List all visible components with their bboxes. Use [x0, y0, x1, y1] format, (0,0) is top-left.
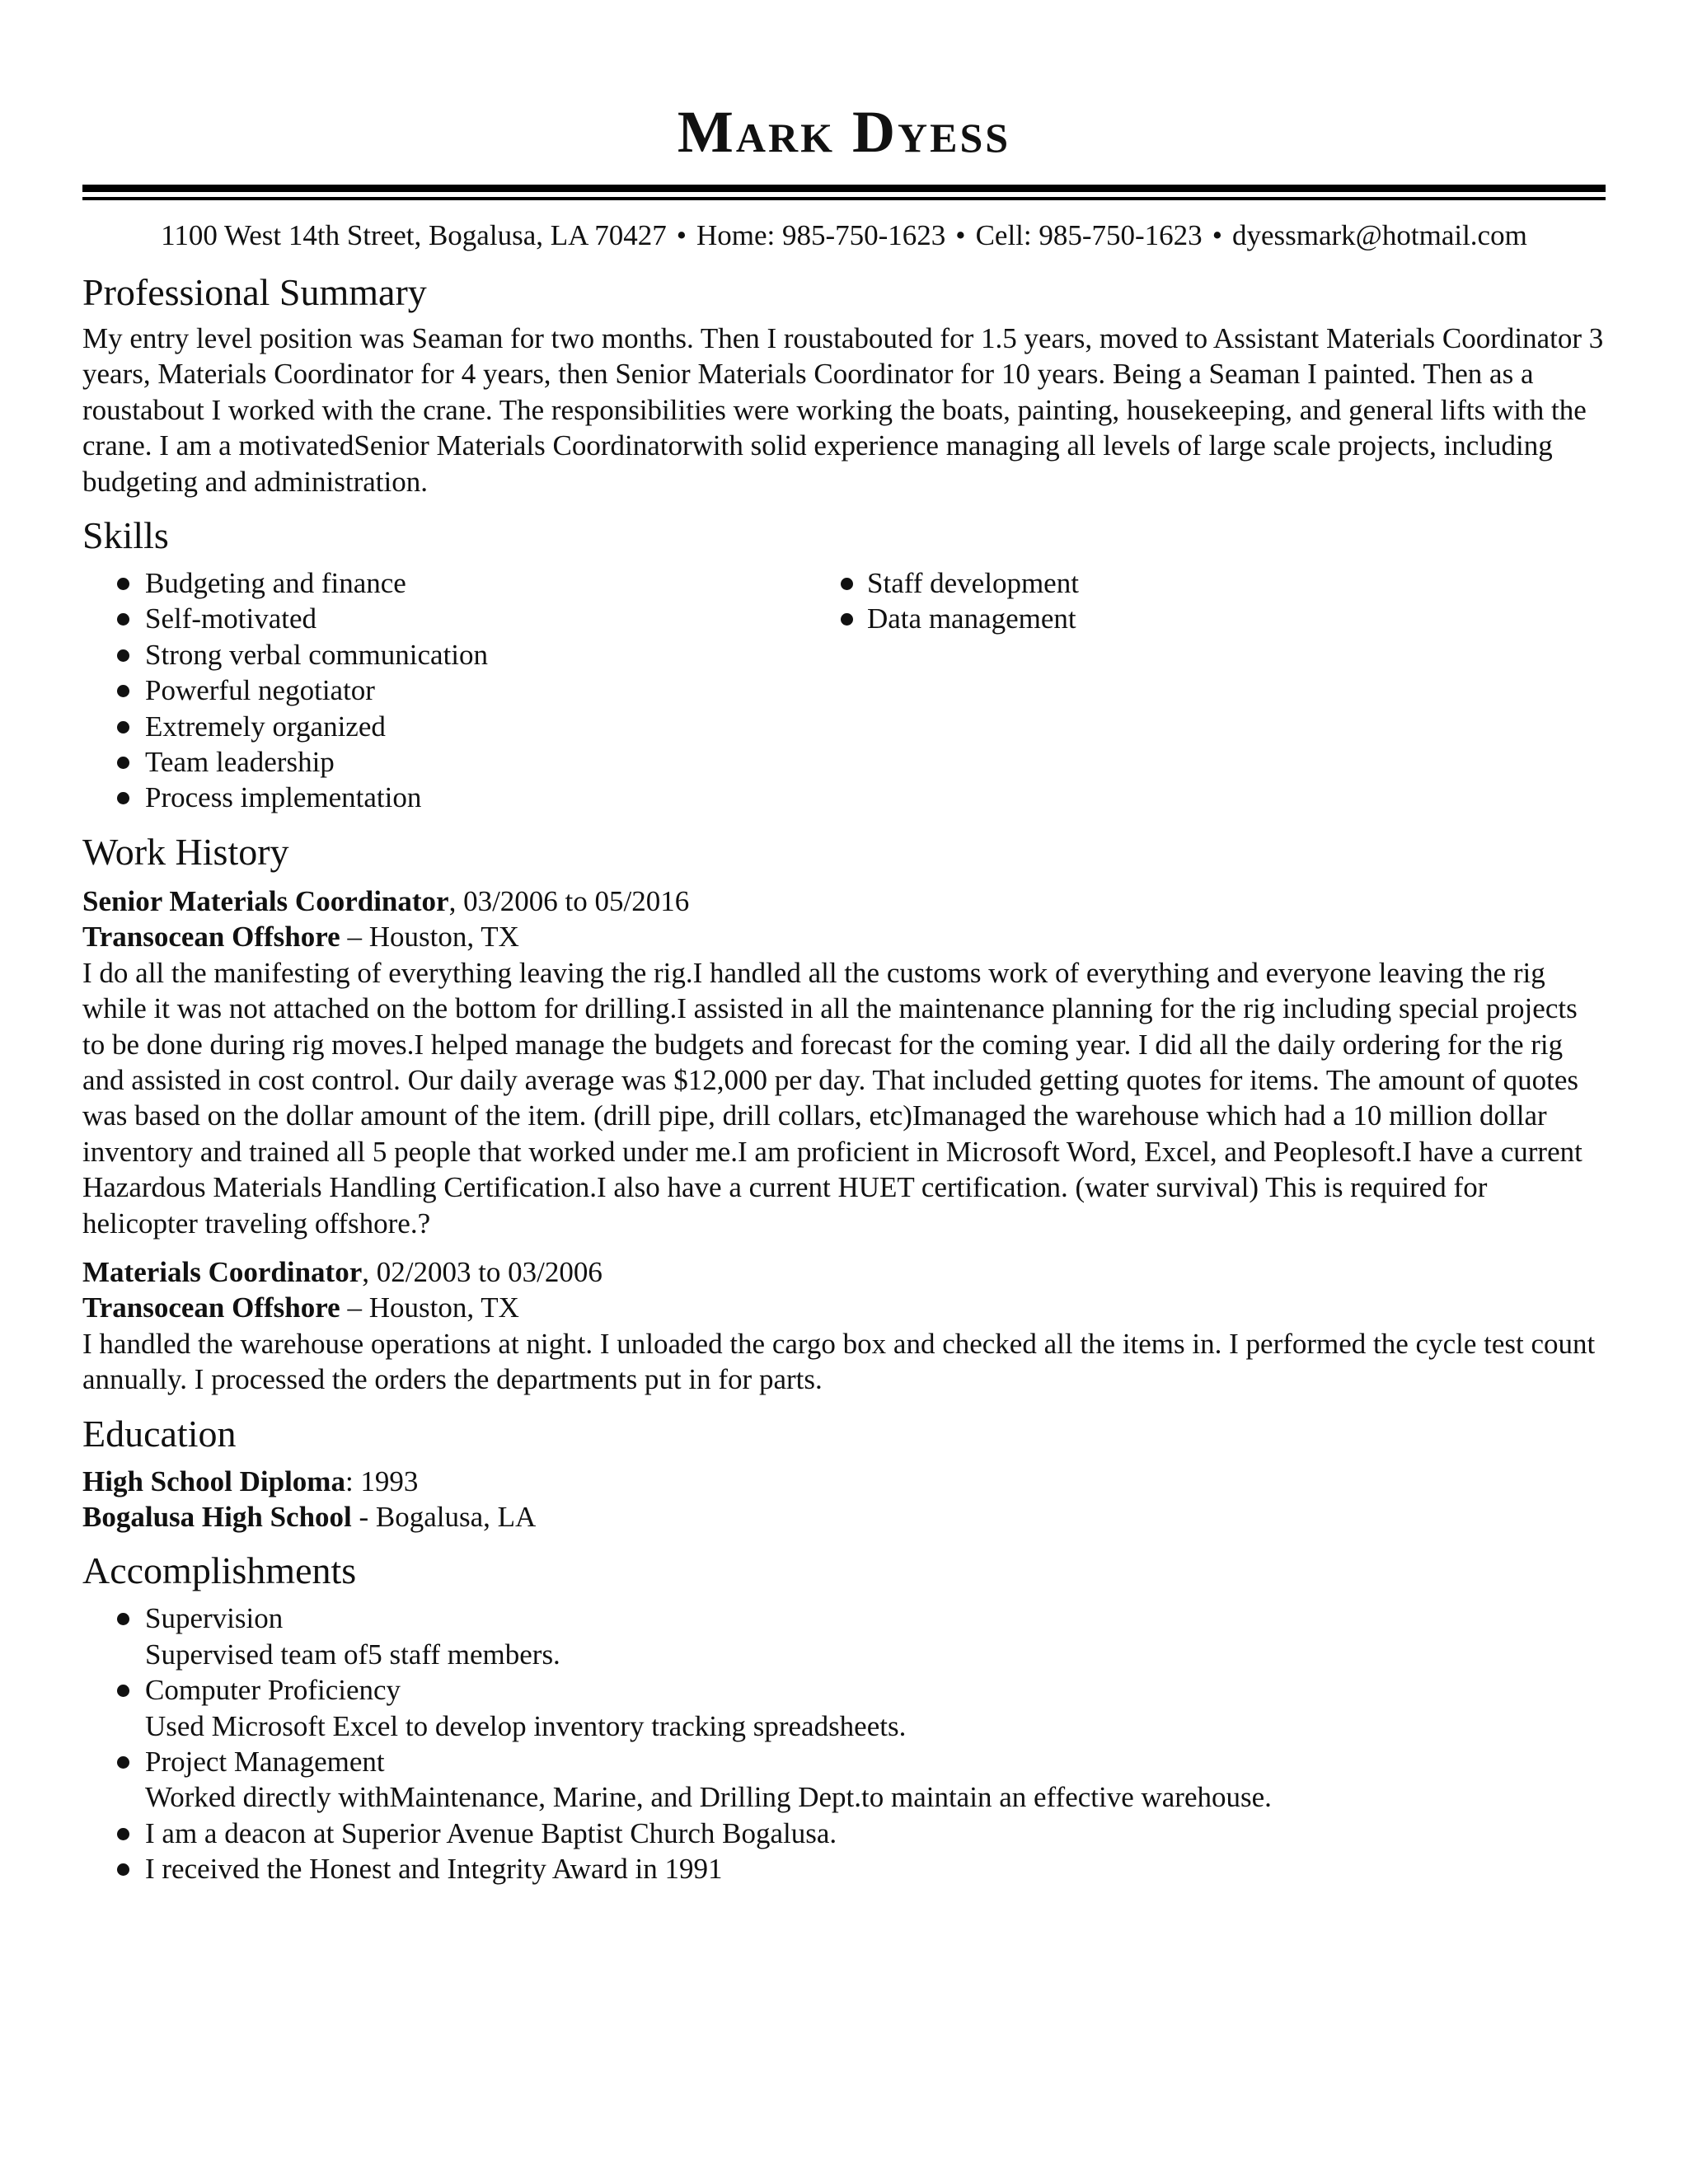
resume-page	[82, 0, 1606, 1887]
skills-columns	[82, 565, 1606, 816]
job-entry	[82, 883, 1606, 1241]
skill-item: Strong verbal communication	[82, 637, 844, 673]
accomplishment-detail: Supervised team of5 staff members.	[145, 1638, 560, 1671]
accomplishment-detail: Used Microsoft Excel to develop inventory tracking spreadsheets.	[145, 1709, 907, 1742]
job-title-line	[82, 1254, 1606, 1290]
section-heading: Education	[82, 1412, 237, 1455]
degree-name: High School Diploma	[82, 1465, 345, 1497]
skill-item: Process implementation	[82, 780, 844, 815]
job-title-line	[82, 883, 1606, 919]
accomplishments-list	[82, 1601, 1606, 1886]
job-company-line	[82, 919, 1606, 954]
job-description: I handled the warehouse operations at night. I unloaded the cargo box and checked all the items in. I performed the cycle test count annually. I processed the orders the departments put in for parts.	[82, 1327, 1596, 1396]
professional-summary-section	[82, 268, 1606, 499]
skill-item: Staff development	[844, 565, 1079, 601]
accomplishment-item	[82, 1672, 1606, 1744]
skill-item: Budgeting and finance	[82, 565, 844, 601]
job-title: Senior Materials Coordinator	[82, 884, 449, 917]
skill-item: Team leadership	[82, 744, 844, 780]
skills-section	[82, 511, 1606, 816]
degree-line	[82, 1464, 1606, 1499]
separator: •	[955, 219, 966, 251]
company-name: Transocean Offshore	[82, 921, 340, 954]
separator: •	[676, 219, 687, 251]
job-description: I do all the manifesting of everything leaving the rig.I handled all the customs work of everything and everyone leaving the rig while it was not attached on the bottom for drilling.I assisted in all the maintenance planning for the rig including special projects to be done during rig moves.I helped manage the budgets and forecast for the coming year. I did all the daily ordering for the rig and assisted in cost control. Our daily average was $12,000 per day. That included getting quotes for items. The amount of quotes was based on the dollar amount of the item. (drill pipe, drill collars, etc)Imanaged the warehouse which had a 10 million dollar inventory and trained all 5 people that worked under me.I am proficient in Microsoft Word, Excel, and Peoplesoft.I have a current Hazardous Materials Handling Certification.I also have a current HUET certification. (water survival) This is required for helicopter traveling offshore.?	[82, 956, 1582, 1240]
candidate-name: Mark Dyess	[677, 99, 1011, 165]
accomplishment-title: I received the Honest and Integrity Award in 1991	[145, 1853, 723, 1886]
cell-phone: Cell: 985-750-1623	[975, 219, 1203, 251]
accomplishment-title: Computer Proficiency	[145, 1674, 401, 1707]
accomplishment-title: Project Management	[145, 1746, 385, 1778]
address: 1100 West 14th Street, Bogalusa, LA 70427	[161, 219, 667, 251]
job-dates: , 02/2003 to 03/2006	[362, 1255, 603, 1288]
header-rule-thick	[82, 185, 1606, 192]
skill-item: Extremely organized	[82, 709, 844, 744]
job-company-line	[82, 1290, 1606, 1325]
accomplishment-title: Supervision	[145, 1602, 284, 1635]
separator: •	[1212, 219, 1222, 251]
accomplishment-detail: Worked directly withMaintenance, Marine, and Drilling Dept.to maintain an effective warehouse.	[145, 1781, 1272, 1814]
accomplishment-title: I am a deacon at Superior Avenue Baptist Church Bogalusa.	[145, 1816, 837, 1849]
section-heading: Accomplishments	[82, 1549, 357, 1592]
job-entry	[82, 1254, 1606, 1398]
email-link[interactable]: dyessmark@hotmail.com	[1231, 219, 1527, 251]
accomplishment-item	[82, 1851, 1606, 1886]
job-title: Materials Coordinator	[82, 1255, 363, 1288]
skills-list-left	[82, 565, 844, 816]
work-history-section	[82, 827, 1606, 1398]
header-rule-thin	[82, 197, 1606, 200]
school-location: - Bogalusa, LA	[351, 1500, 537, 1533]
school-line	[82, 1499, 1606, 1535]
skill-item: Powerful negotiator	[82, 673, 844, 708]
skill-item: Data management	[844, 601, 1079, 636]
education-section	[82, 1409, 1606, 1535]
skills-list-right	[844, 565, 1079, 816]
accomplishments-section	[82, 1546, 1606, 1886]
summary-text: My entry level position was Seaman for two months. Then I roustabouted for 1.5 years, moved to Assistant Materials Coordinator 3 years, Materials Coordinator for 4 years, then Senior Materials Coordinator for 10 years. Being a Seaman I painted. Then as a roustabout I worked with the crane. The responsibilities were working the boats, painting, housekeeping, and general lifts with the crane. I am a motivatedSenior Materials Coordinatorwith solid experience managing all levels of large scale projects, including budgeting and administration.	[82, 322, 1604, 498]
contact-line	[82, 215, 1606, 256]
section-heading: Professional Summary	[82, 271, 427, 313]
accomplishment-item	[82, 1816, 1606, 1851]
section-heading: Skills	[82, 514, 169, 557]
accomplishment-item	[82, 1744, 1606, 1816]
company-location: – Houston, TX	[340, 1291, 519, 1324]
section-heading: Work History	[82, 830, 289, 873]
skill-item: Self-motivated	[82, 601, 844, 636]
company-name: Transocean Offshore	[82, 1291, 340, 1324]
company-location: – Houston, TX	[340, 921, 519, 954]
school-name: Bogalusa High School	[82, 1500, 352, 1533]
home-phone: Home: 985-750-1623	[696, 219, 946, 251]
degree-year: : 1993	[345, 1465, 419, 1497]
job-dates: , 03/2006 to 05/2016	[448, 884, 690, 917]
accomplishment-item	[82, 1601, 1606, 1672]
